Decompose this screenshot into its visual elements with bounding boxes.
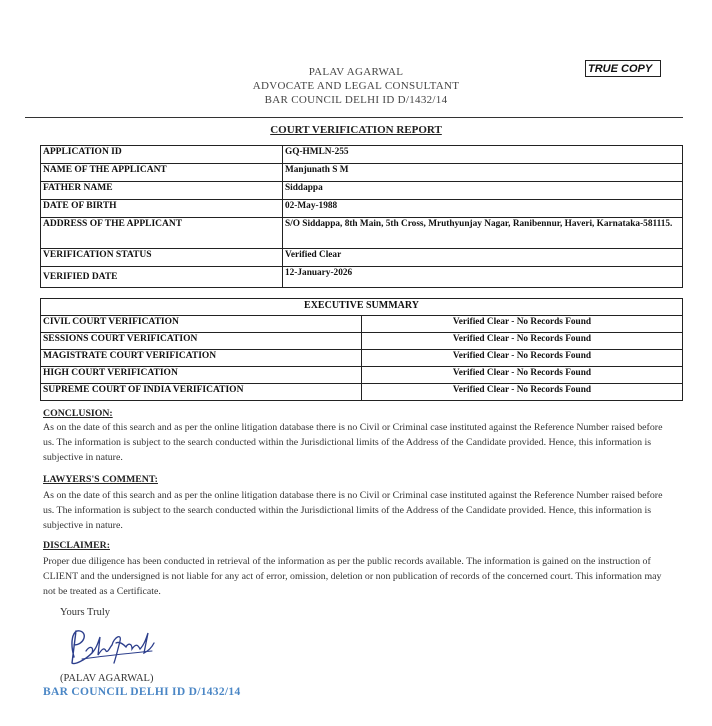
row-label: ADDRESS OF THE APPLICANT (41, 218, 283, 249)
signatory-name: (PALAV AGARWAL) (60, 673, 154, 684)
true-copy-stamp: TRUE COPY (585, 60, 661, 77)
handwritten-signature-icon (62, 623, 162, 672)
row-value: 12-January-2026 (283, 267, 683, 288)
row-label: VERIFIED DATE (41, 267, 283, 288)
row-label: HIGH COURT VERIFICATION (41, 367, 362, 384)
row-label: DATE OF BIRTH (41, 200, 283, 218)
signatory-bar-council-id: BAR COUNCIL DELHI ID D/1432/14 (43, 686, 241, 698)
table-row (41, 384, 683, 401)
applicant-details-table (40, 145, 683, 288)
table-row (41, 218, 683, 249)
table-row (41, 249, 683, 267)
row-value: Verified Clear (283, 249, 683, 267)
table-row (41, 367, 683, 384)
conclusion-heading: CONCLUSION: (43, 408, 113, 419)
row-label: FATHER NAME (41, 182, 283, 200)
row-label: VERIFICATION STATUS (41, 249, 283, 267)
row-value: Verified Clear - No Records Found (362, 333, 683, 350)
lawyers-comment-heading: LAWYERS'S COMMENT: (43, 474, 158, 485)
row-label: SUPREME COURT OF INDIA VERIFICATION (41, 384, 362, 401)
report-title: COURT VERIFICATION REPORT (270, 124, 442, 136)
table-row (41, 146, 683, 164)
executive-summary-title: EXECUTIVE SUMMARY (41, 299, 683, 316)
conclusion-text: As on the date of this search and as per the online litigation database there is no Civil or Criminal case instituted against the Reference Number raised before us. The information is subject to the search conducted within the Jurisdictional limits of the Address of the Candidate provided. Hence, this information is subjective in nature. (43, 422, 663, 463)
row-value: S/O Siddappa, 8th Main, 5th Cross, Mruthyunjay Nagar, Ranibennur, Haveri, Karnataka-581115. (283, 218, 683, 249)
row-label: NAME OF THE APPLICANT (41, 164, 283, 182)
row-value: Verified Clear - No Records Found (362, 350, 683, 367)
row-value: Verified Clear - No Records Found (362, 316, 683, 333)
header-designation: ADVOCATE AND LEGAL CONSULTANT (252, 80, 460, 92)
row-value: Siddappa (283, 182, 683, 200)
lawyers-comment-text: As on the date of this search and as per the online litigation database there is no Civil or Criminal case instituted against the Reference Number raised before us. The information is subject to the search conducted within the Jurisdictional limits of the Address of the Candidate provided. Hence, this information is subjective in nature. (43, 490, 663, 531)
table-row (41, 316, 683, 333)
row-label: SESSIONS COURT VERIFICATION (41, 333, 362, 350)
row-label: CIVIL COURT VERIFICATION (41, 316, 362, 333)
row-value: GQ-HMLN-255 (283, 146, 683, 164)
table-row (41, 182, 683, 200)
table-header-row (41, 299, 683, 316)
table-row (41, 267, 683, 288)
disclaimer-heading: DISCLAIMER: (43, 540, 110, 551)
row-label: APPLICATION ID (41, 146, 283, 164)
row-value: Verified Clear - No Records Found (362, 384, 683, 401)
executive-summary-table (40, 298, 683, 401)
table-row (41, 200, 683, 218)
closing-text: Yours Truly (60, 607, 111, 618)
header-bar-council: BAR COUNCIL DELHI ID D/1432/14 (264, 94, 448, 106)
header-divider (25, 117, 683, 118)
row-value: 02-May-1988 (283, 200, 683, 218)
disclaimer-text: Proper due diligence has been conducted in retrieval of the information as per the public records available. The information is gained on the instruction of CLIENT and the undersigned is not liable for any act of error, omission, deletion or non publication of records of the concerned court. This information may not be treated as a Certificate. (43, 556, 662, 597)
header-name: PALAV AGARWAL (308, 66, 404, 78)
row-value: Verified Clear - No Records Found (362, 367, 683, 384)
row-value: Manjunath S M (283, 164, 683, 182)
table-row (41, 350, 683, 367)
table-row (41, 164, 683, 182)
row-label: MAGISTRATE COURT VERIFICATION (41, 350, 362, 367)
table-row (41, 333, 683, 350)
